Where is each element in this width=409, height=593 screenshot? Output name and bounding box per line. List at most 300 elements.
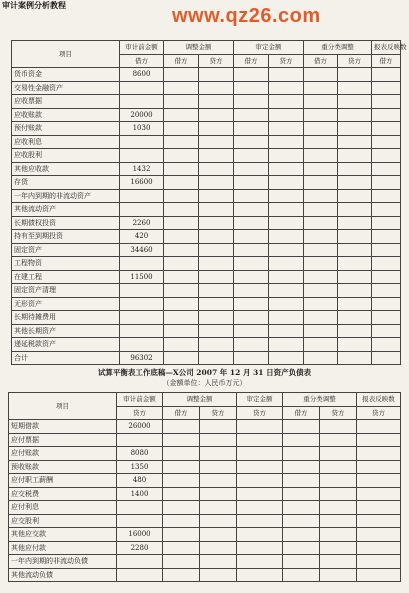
row-amount: 16600 <box>120 176 164 190</box>
row-amount <box>120 297 164 311</box>
empty-cell <box>164 162 199 176</box>
row-item-label: 无形资产 <box>12 297 120 311</box>
empty-cell <box>338 351 372 365</box>
empty-cell <box>163 447 200 461</box>
empty-cell <box>357 447 401 461</box>
empty-cell <box>372 257 401 271</box>
empty-cell <box>164 216 199 230</box>
empty-cell <box>234 311 269 325</box>
empty-cell <box>338 284 372 298</box>
empty-cell <box>304 162 338 176</box>
empty-cell <box>164 189 199 203</box>
empty-cell <box>269 122 304 136</box>
table-row <box>9 555 401 569</box>
empty-cell <box>200 528 237 542</box>
empty-cell <box>372 297 401 311</box>
empty-cell <box>234 81 269 95</box>
empty-cell <box>164 284 199 298</box>
asset-trial-balance-table <box>11 40 407 365</box>
row-amount: 11500 <box>120 270 164 284</box>
row-item-label: 一年内到期的非流动负债 <box>9 555 117 569</box>
row-amount <box>117 433 163 447</box>
row-item-label: 应收票据 <box>12 95 120 109</box>
empty-cell <box>357 474 401 488</box>
empty-cell <box>164 68 199 82</box>
empty-cell <box>357 541 401 555</box>
empty-cell <box>199 81 234 95</box>
empty-cell <box>304 189 338 203</box>
empty-cell <box>304 338 338 352</box>
empty-cell <box>269 108 304 122</box>
sub-header: 贷方 <box>357 406 401 420</box>
empty-cell <box>304 270 338 284</box>
empty-cell <box>269 149 304 163</box>
empty-cell <box>372 149 401 163</box>
watermark-logo: www.qz26.com <box>172 5 321 27</box>
empty-cell <box>234 162 269 176</box>
empty-cell <box>200 501 237 515</box>
empty-cell <box>269 351 304 365</box>
empty-cell <box>237 501 283 515</box>
row-item-label: 应付职工薪酬 <box>9 474 117 488</box>
empty-cell <box>199 270 234 284</box>
empty-cell <box>199 284 234 298</box>
empty-cell <box>372 203 401 217</box>
sub-header: 借方 <box>120 54 164 68</box>
liability-trial-balance-table <box>8 392 401 582</box>
empty-cell <box>283 514 320 528</box>
empty-cell <box>269 243 304 257</box>
empty-cell <box>338 243 372 257</box>
empty-cell <box>199 311 234 325</box>
row-amount: 1400 <box>117 487 163 501</box>
row-amount <box>120 149 164 163</box>
empty-cell <box>269 203 304 217</box>
table-row <box>12 351 401 365</box>
row-item-label: 递延税款资产 <box>12 338 120 352</box>
empty-cell <box>200 433 237 447</box>
row-amount <box>120 338 164 352</box>
empty-cell <box>234 108 269 122</box>
row-item-label: 应付账款 <box>9 447 117 461</box>
empty-cell <box>234 95 269 109</box>
row-amount <box>117 568 163 582</box>
empty-cell <box>237 474 283 488</box>
table-row <box>12 230 401 244</box>
row-item-label: 其他应收款 <box>12 162 120 176</box>
empty-cell <box>320 541 357 555</box>
empty-cell <box>320 568 357 582</box>
empty-cell <box>237 447 283 461</box>
table-row <box>12 257 401 271</box>
empty-cell <box>164 203 199 217</box>
empty-cell <box>304 176 338 190</box>
empty-cell <box>283 528 320 542</box>
col-header-reclass: 重分类调整 <box>304 41 372 55</box>
empty-cell <box>199 297 234 311</box>
row-item-label: 长期债权投资 <box>12 216 120 230</box>
empty-cell <box>320 433 357 447</box>
empty-cell <box>237 514 283 528</box>
sub-header: 贷方 <box>117 406 163 420</box>
empty-cell <box>234 122 269 136</box>
empty-cell <box>234 297 269 311</box>
empty-cell <box>304 297 338 311</box>
table-row <box>9 447 401 461</box>
empty-cell <box>234 338 269 352</box>
empty-cell <box>269 81 304 95</box>
empty-cell <box>338 338 372 352</box>
empty-cell <box>269 68 304 82</box>
empty-cell <box>164 297 199 311</box>
empty-cell <box>304 230 338 244</box>
empty-cell <box>320 460 357 474</box>
empty-cell <box>338 230 372 244</box>
row-item-label: 持有至到期投资 <box>12 230 120 244</box>
empty-cell <box>163 474 200 488</box>
table-row <box>12 176 401 190</box>
empty-cell <box>269 162 304 176</box>
sub-header: 贷方 <box>200 406 237 420</box>
empty-cell <box>164 149 199 163</box>
row-item-label: 工程物资 <box>12 257 120 271</box>
table-row <box>9 460 401 474</box>
empty-cell <box>163 433 200 447</box>
table-row <box>9 474 401 488</box>
row-item-label: 合计 <box>12 351 120 365</box>
empty-cell <box>357 460 401 474</box>
empty-cell <box>234 324 269 338</box>
table-row <box>12 68 401 82</box>
empty-cell <box>199 338 234 352</box>
empty-cell <box>199 257 234 271</box>
empty-cell <box>357 555 401 569</box>
col-header-reclass: 重分类调整 <box>283 393 357 407</box>
empty-cell <box>372 243 401 257</box>
col-header-adjustment: 调整金额 <box>163 393 237 407</box>
empty-cell <box>283 568 320 582</box>
table-row <box>9 487 401 501</box>
row-amount: 20000 <box>120 108 164 122</box>
row-item-label: 其他流动负债 <box>9 568 117 582</box>
empty-cell <box>269 284 304 298</box>
empty-cell <box>237 433 283 447</box>
sub-header: 借方 <box>164 54 199 68</box>
empty-cell <box>237 568 283 582</box>
empty-cell <box>320 487 357 501</box>
row-item-label: 固定资产 <box>12 243 120 257</box>
empty-cell <box>200 514 237 528</box>
empty-cell <box>199 108 234 122</box>
row-amount: 96302 <box>120 351 164 365</box>
empty-cell <box>283 474 320 488</box>
empty-cell <box>237 420 283 434</box>
empty-cell <box>338 216 372 230</box>
empty-cell <box>164 311 199 325</box>
col-header-item: 项目 <box>12 41 120 68</box>
empty-cell <box>164 351 199 365</box>
row-amount <box>120 311 164 325</box>
row-item-label: 其他流动资产 <box>12 203 120 217</box>
row-amount <box>120 135 164 149</box>
sub-header: 借方 <box>283 406 320 420</box>
empty-cell <box>372 324 401 338</box>
empty-cell <box>234 216 269 230</box>
empty-cell <box>199 135 234 149</box>
empty-cell <box>338 149 372 163</box>
empty-cell <box>372 311 401 325</box>
row-item-label: 其他应交款 <box>9 528 117 542</box>
empty-cell <box>357 568 401 582</box>
row-amount: 1030 <box>120 122 164 136</box>
empty-cell <box>338 203 372 217</box>
empty-cell <box>372 95 401 109</box>
table-row <box>12 122 401 136</box>
empty-cell <box>269 311 304 325</box>
empty-cell <box>163 555 200 569</box>
empty-cell <box>164 324 199 338</box>
empty-cell <box>338 176 372 190</box>
empty-cell <box>269 189 304 203</box>
row-amount <box>117 501 163 515</box>
row-amount <box>120 284 164 298</box>
empty-cell <box>200 420 237 434</box>
empty-cell <box>372 81 401 95</box>
row-amount: 2280 <box>117 541 163 555</box>
empty-cell <box>200 541 237 555</box>
table-row <box>12 297 401 311</box>
empty-cell <box>200 474 237 488</box>
empty-cell <box>338 135 372 149</box>
row-amount <box>120 189 164 203</box>
row-item-label: 应付票据 <box>9 433 117 447</box>
empty-cell <box>164 108 199 122</box>
empty-cell <box>234 284 269 298</box>
empty-cell <box>237 555 283 569</box>
empty-cell <box>164 338 199 352</box>
table-caption-subtitle: （金额单位：人民币万元） <box>162 379 247 387</box>
row-item-label: 应收利息 <box>12 135 120 149</box>
empty-cell <box>372 68 401 82</box>
empty-cell <box>237 487 283 501</box>
row-amount: 1432 <box>120 162 164 176</box>
empty-cell <box>199 216 234 230</box>
table-row <box>12 270 401 284</box>
empty-cell <box>199 162 234 176</box>
row-item-label: 应付利息 <box>9 501 117 515</box>
empty-cell <box>269 338 304 352</box>
empty-cell <box>269 230 304 244</box>
empty-cell <box>200 568 237 582</box>
empty-cell <box>304 311 338 325</box>
empty-cell <box>304 149 338 163</box>
table-row <box>12 135 401 149</box>
empty-cell <box>199 324 234 338</box>
row-amount: 1350 <box>117 460 163 474</box>
empty-cell <box>163 487 200 501</box>
empty-cell <box>199 176 234 190</box>
empty-cell <box>283 555 320 569</box>
table-row <box>12 149 401 163</box>
table-row <box>9 501 401 515</box>
empty-cell <box>199 95 234 109</box>
row-item-label: 长期待摊费用 <box>12 311 120 325</box>
empty-cell <box>283 447 320 461</box>
table-row <box>12 284 401 298</box>
empty-cell <box>164 135 199 149</box>
sub-header: 贷方 <box>199 54 234 68</box>
empty-cell <box>237 528 283 542</box>
empty-cell <box>269 324 304 338</box>
table-row <box>12 203 401 217</box>
empty-cell <box>320 447 357 461</box>
empty-cell <box>304 108 338 122</box>
empty-cell <box>304 135 338 149</box>
row-amount: 8080 <box>117 447 163 461</box>
empty-cell <box>164 95 199 109</box>
col-header-report: 报表反映数 <box>372 41 401 55</box>
empty-cell <box>200 447 237 461</box>
empty-cell <box>164 122 199 136</box>
col-header-pre-audit: 审计前金额 <box>120 41 164 55</box>
empty-cell <box>164 81 199 95</box>
empty-cell <box>234 243 269 257</box>
row-amount: 480 <box>117 474 163 488</box>
empty-cell <box>372 338 401 352</box>
empty-cell <box>304 284 338 298</box>
empty-cell <box>283 487 320 501</box>
row-item-label: 其他应付款 <box>9 541 117 555</box>
empty-cell <box>283 420 320 434</box>
row-amount: 26000 <box>117 420 163 434</box>
empty-cell <box>304 257 338 271</box>
empty-cell <box>163 460 200 474</box>
empty-cell <box>164 230 199 244</box>
sub-header: 借方 <box>163 406 200 420</box>
row-amount <box>120 324 164 338</box>
running-header: 审计案例分析教程 <box>2 0 66 10</box>
empty-cell <box>372 135 401 149</box>
row-item-label: 应交税费 <box>9 487 117 501</box>
empty-cell <box>234 176 269 190</box>
empty-cell <box>199 68 234 82</box>
table-row <box>12 243 401 257</box>
empty-cell <box>163 528 200 542</box>
empty-cell <box>199 203 234 217</box>
row-item-label: 预付账款 <box>12 122 120 136</box>
table-row <box>12 108 401 122</box>
empty-cell <box>304 122 338 136</box>
empty-cell <box>338 122 372 136</box>
sub-header: 贷方 <box>237 406 283 420</box>
empty-cell <box>234 189 269 203</box>
empty-cell <box>372 351 401 365</box>
row-amount <box>117 555 163 569</box>
empty-cell <box>320 420 357 434</box>
empty-cell <box>269 216 304 230</box>
empty-cell <box>237 460 283 474</box>
empty-cell <box>269 257 304 271</box>
table-row <box>12 81 401 95</box>
empty-cell <box>164 270 199 284</box>
row-amount <box>117 514 163 528</box>
empty-cell <box>199 189 234 203</box>
empty-cell <box>338 162 372 176</box>
row-item-label: 应收账款 <box>12 108 120 122</box>
table-row <box>9 528 401 542</box>
row-item-label: 短期借款 <box>9 420 117 434</box>
empty-cell <box>283 541 320 555</box>
table-row <box>12 311 401 325</box>
empty-cell <box>304 95 338 109</box>
empty-cell <box>269 95 304 109</box>
empty-cell <box>304 81 338 95</box>
empty-cell <box>199 351 234 365</box>
empty-cell <box>357 487 401 501</box>
table-row <box>9 433 401 447</box>
sub-header: 借方 <box>372 54 401 68</box>
row-item-label: 在建工程 <box>12 270 120 284</box>
empty-cell <box>164 176 199 190</box>
table-row <box>12 189 401 203</box>
table-caption-title: 试算平衡表工作底稿—X公司 2007 年 12 月 31 日资产负债表 <box>97 368 312 377</box>
row-amount <box>120 95 164 109</box>
empty-cell <box>338 311 372 325</box>
empty-cell <box>234 203 269 217</box>
row-amount: 8600 <box>120 68 164 82</box>
empty-cell <box>372 216 401 230</box>
row-amount: 16000 <box>117 528 163 542</box>
empty-cell <box>237 541 283 555</box>
sub-header: 贷方 <box>269 54 304 68</box>
empty-cell <box>338 81 372 95</box>
empty-cell <box>199 122 234 136</box>
empty-cell <box>338 68 372 82</box>
empty-cell <box>372 284 401 298</box>
row-item-label: 预收账款 <box>9 460 117 474</box>
empty-cell <box>269 176 304 190</box>
empty-cell <box>269 297 304 311</box>
table-row <box>12 324 401 338</box>
empty-cell <box>320 474 357 488</box>
sub-header: 贷方 <box>338 54 372 68</box>
empty-cell <box>234 257 269 271</box>
empty-cell <box>320 514 357 528</box>
col-header-audited: 审定金额 <box>234 41 304 55</box>
empty-cell <box>372 162 401 176</box>
sub-header: 贷方 <box>320 406 357 420</box>
empty-cell <box>234 351 269 365</box>
empty-cell <box>338 297 372 311</box>
col-header-item: 项目 <box>9 393 117 420</box>
table-row <box>12 162 401 176</box>
empty-cell <box>338 95 372 109</box>
col-header-report: 报表反映数 <box>357 393 401 407</box>
empty-cell <box>338 108 372 122</box>
table-row <box>9 541 401 555</box>
empty-cell <box>357 514 401 528</box>
empty-cell <box>304 216 338 230</box>
table-row <box>12 338 401 352</box>
empty-cell <box>357 433 401 447</box>
empty-cell <box>304 324 338 338</box>
empty-cell <box>269 135 304 149</box>
row-item-label: 一年内到期的非流动资产 <box>12 189 120 203</box>
empty-cell <box>357 528 401 542</box>
row-item-label: 存货 <box>12 176 120 190</box>
row-item-label: 交易性金融资产 <box>12 81 120 95</box>
empty-cell <box>200 487 237 501</box>
